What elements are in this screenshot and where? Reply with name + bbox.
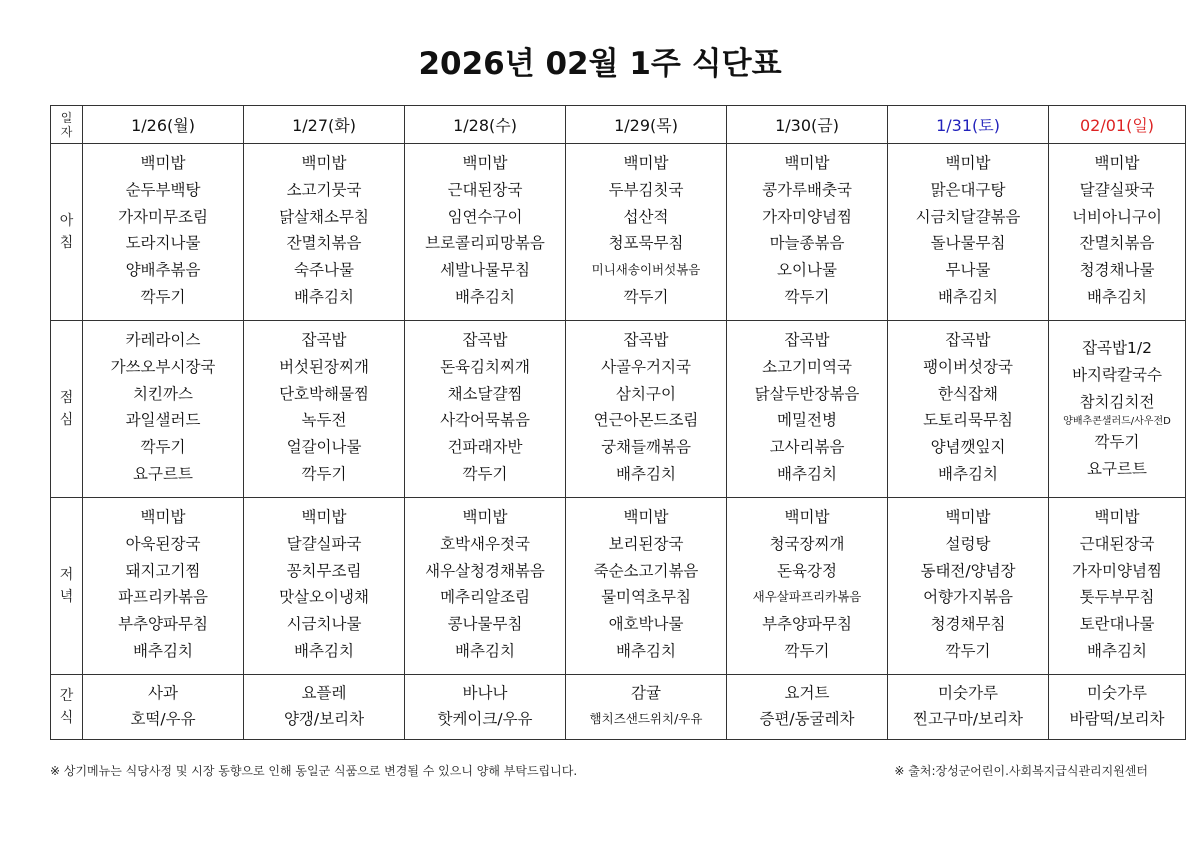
menu-item: 깍두기 xyxy=(784,287,830,306)
menu-item: 배추김치 xyxy=(294,641,354,660)
menu-item: 근대된장국 xyxy=(447,180,523,199)
menu-item: 시금치나물 xyxy=(286,615,362,634)
menu-item: 양념깻잎지 xyxy=(930,438,1006,457)
menu-item: 건파래자반 xyxy=(447,438,523,457)
menu-item: 청경채무침 xyxy=(930,615,1006,634)
breakfast-cell-mon xyxy=(83,144,244,321)
menu-item: 배추김치 xyxy=(1087,641,1147,660)
menu-item: 양배추볶음 xyxy=(125,261,201,280)
menu-item: 부추양파무침 xyxy=(118,615,208,634)
menu-item: 가자미무조림 xyxy=(118,207,208,226)
day-header-sun: 02/01(일) xyxy=(1049,106,1186,144)
menu-item: 배추김치 xyxy=(938,464,998,483)
menu-item: 무나물 xyxy=(945,261,991,280)
menu-item: 토란대나물 xyxy=(1079,615,1155,634)
lunch-cell-tue xyxy=(244,321,405,498)
menu-item: 소고기뭇국 xyxy=(286,180,362,199)
menu-item: 브로콜리피망볶음 xyxy=(425,234,545,253)
breakfast-cell-tue xyxy=(244,144,405,321)
lunch-cell-wed xyxy=(405,321,566,498)
menu-item: 백미밥 xyxy=(623,508,669,526)
dinner-cell-mon xyxy=(83,498,244,675)
menu-item: 배추김치 xyxy=(455,287,515,306)
menu-item: 돈육김치찌개 xyxy=(440,357,530,376)
snack-cell-wed xyxy=(405,675,566,740)
menu-item: 고사리볶음 xyxy=(769,438,845,457)
menu-item: 아욱된장국 xyxy=(125,534,201,553)
menu-item: 궁채들깨볶음 xyxy=(601,438,691,457)
menu-item: 닭살두반장볶음 xyxy=(754,384,860,403)
breakfast-cell-sun xyxy=(1049,144,1186,321)
menu-item: 마늘종볶음 xyxy=(769,234,845,253)
dinner-label: 저 녁 xyxy=(51,498,83,675)
menu-item: 세발나물무침 xyxy=(440,261,530,280)
menu-item: 부추양파무침 xyxy=(762,615,852,634)
menu-item: 닭살채소무침 xyxy=(279,207,369,226)
menu-item: 청경채나물 xyxy=(1079,261,1155,280)
menu-item: 백미밥 xyxy=(1094,508,1140,526)
menu-item: 사과 xyxy=(148,684,178,702)
menu-item: 너비아니구이 xyxy=(1072,207,1162,226)
menu-item: 임연수구이 xyxy=(447,207,523,226)
menu-item: 소고기미역국 xyxy=(762,357,852,376)
snack-label: 간 식 xyxy=(51,675,83,740)
lunch-cell-sat xyxy=(888,321,1049,498)
menu-item: 잡곡밥 xyxy=(462,331,508,349)
menu-item: 미숫가루 xyxy=(1087,684,1147,702)
breakfast-cell-thu xyxy=(566,144,727,321)
lunch-cell-fri xyxy=(727,321,888,498)
menu-item: 백미밥 xyxy=(945,154,991,172)
menu-item: 바나나 xyxy=(462,684,508,702)
menu-item: 요거트 xyxy=(784,684,830,702)
menu-item: 백미밥 xyxy=(140,154,186,172)
menu-item: 찐고구마/보리차 xyxy=(912,710,1024,728)
lunch-cell-mon xyxy=(83,321,244,498)
menu-item: 잡곡밥 xyxy=(784,331,830,349)
menu-item: 백미밥 xyxy=(623,154,669,172)
menu-item: 핫케이크/우유 xyxy=(437,710,533,728)
menu-item: 요플레 xyxy=(301,684,347,702)
lunch-row xyxy=(51,321,1186,498)
day-header-thu: 1/29(목) xyxy=(566,106,727,144)
menu-item: 배추김치 xyxy=(455,641,515,660)
menu-item: 가자미양념찜 xyxy=(762,207,852,226)
snack-cell-sat xyxy=(888,675,1049,740)
menu-item: 톳두부무침 xyxy=(1079,588,1155,607)
menu-item: 잡곡밥1/2 xyxy=(1082,339,1152,357)
footnote-notice: ※ 상기메뉴는 식당사정 및 시장 동향으로 인해 동일군 식품으로 변경될 수 있으니 양해 부탁드립니다. xyxy=(50,764,578,778)
breakfast-label: 아 침 xyxy=(51,144,83,321)
menu-item: 순두부백탕 xyxy=(125,180,201,199)
menu-item: 물미역초무침 xyxy=(601,588,691,607)
menu-item: 꽁치무조림 xyxy=(286,561,362,580)
menu-item: 참치김치전 xyxy=(1079,392,1155,411)
menu-item: 바지락칼국수 xyxy=(1072,365,1162,384)
menu-item: 백미밥 xyxy=(462,508,508,526)
menu-item: 동태전/양념장 xyxy=(920,561,1016,580)
menu-item: 섭산적 xyxy=(623,207,669,226)
menu-item: 콩가루배춧국 xyxy=(762,180,852,199)
menu-item: 백미밥 xyxy=(1094,154,1140,172)
lunch-cell-sun xyxy=(1049,321,1186,498)
menu-item: 달걀실파국 xyxy=(286,534,362,553)
dinner-row xyxy=(51,498,1186,675)
menu-item: 배추김치 xyxy=(1087,287,1147,306)
menu-item: 깍두기 xyxy=(301,464,347,483)
menu-item: 돼지고기찜 xyxy=(125,561,201,580)
menu-item: 가쓰오부시장국 xyxy=(110,357,216,376)
menu-item: 호떡/우유 xyxy=(130,710,196,728)
dinner-cell-sat xyxy=(888,498,1049,675)
menu-item: 백미밥 xyxy=(301,154,347,172)
menu-item: 청포묵무침 xyxy=(608,234,684,253)
menu-item: 배추김치 xyxy=(616,641,676,660)
menu-item: 파프리카볶음 xyxy=(118,588,208,607)
dinner-cell-wed xyxy=(405,498,566,675)
menu-item: 햄치즈샌드위치/우유 xyxy=(589,711,703,726)
menu-item: 깍두기 xyxy=(140,438,186,457)
menu-item: 백미밥 xyxy=(784,154,830,172)
menu-item: 미니새송이버섯볶음 xyxy=(591,262,701,278)
dinner-cell-sun xyxy=(1049,498,1186,675)
breakfast-cell-wed xyxy=(405,144,566,321)
snack-cell-fri xyxy=(727,675,888,740)
menu-item: 깍두기 xyxy=(462,464,508,483)
snack-row xyxy=(51,675,1186,740)
menu-item: 깍두기 xyxy=(1094,433,1140,452)
menu-item: 잡곡밥 xyxy=(623,331,669,349)
menu-item: 청국장찌개 xyxy=(769,534,845,553)
menu-item: 돌나물무침 xyxy=(930,234,1006,253)
menu-item: 깍두기 xyxy=(623,287,669,306)
menu-item: 보리된장국 xyxy=(608,534,684,553)
menu-item: 미숫가루 xyxy=(938,684,998,702)
menu-item: 잡곡밥 xyxy=(945,331,991,349)
menu-item: 카레라이스 xyxy=(125,331,201,349)
menu-item: 사각어묵볶음 xyxy=(440,411,530,430)
menu-item: 어향가지볶음 xyxy=(923,588,1013,607)
menu-item: 백미밥 xyxy=(784,508,830,526)
menu-item: 새우살청경채볶음 xyxy=(425,561,545,580)
dinner-cell-thu xyxy=(566,498,727,675)
menu-item: 단호박해물찜 xyxy=(279,384,369,403)
meal-plan-table xyxy=(50,105,1186,740)
menu-item: 시금치달걀볶음 xyxy=(915,207,1021,226)
menu-item: 사골우거지국 xyxy=(601,357,691,376)
menu-item: 백미밥 xyxy=(140,508,186,526)
menu-item: 삼치구이 xyxy=(616,384,676,403)
menu-item: 달걀실팟국 xyxy=(1079,180,1155,199)
menu-item: 두부김칫국 xyxy=(608,180,684,199)
menu-item: 배추김치 xyxy=(294,287,354,306)
day-header-fri: 1/30(금) xyxy=(727,106,888,144)
menu-item: 한식잡채 xyxy=(938,384,998,403)
menu-item: 오이나물 xyxy=(777,261,837,280)
lunch-cell-thu xyxy=(566,321,727,498)
breakfast-cell-fri xyxy=(727,144,888,321)
menu-item: 바람떡/보리차 xyxy=(1069,710,1165,728)
dinner-cell-fri xyxy=(727,498,888,675)
menu-item: 요구르트 xyxy=(1087,460,1147,479)
menu-item: 치킨까스 xyxy=(133,384,193,403)
menu-item: 죽순소고기볶음 xyxy=(593,561,699,580)
menu-item: 호박새우젓국 xyxy=(440,534,530,553)
menu-item: 맑은대구탕 xyxy=(930,180,1006,199)
menu-item: 과일샐러드 xyxy=(125,411,201,430)
menu-item: 팽이버섯장국 xyxy=(923,357,1013,376)
menu-item: 콩나물무침 xyxy=(447,615,523,634)
date-row-label xyxy=(51,106,83,144)
menu-item: 근대된장국 xyxy=(1079,534,1155,553)
menu-item: 백미밥 xyxy=(301,508,347,526)
menu-item: 얼갈이나물 xyxy=(286,438,362,457)
menu-item: 양갱/보리차 xyxy=(283,710,365,728)
menu-item: 새우살파프리카볶음 xyxy=(752,589,862,605)
menu-item: 연근아몬드조림 xyxy=(593,411,699,430)
menu-item: 배추김치 xyxy=(616,464,676,483)
menu-item: 깍두기 xyxy=(945,641,991,660)
menu-item: 잔멸치볶음 xyxy=(286,234,362,253)
menu-item: 맛살오이냉채 xyxy=(279,588,369,607)
breakfast-row xyxy=(51,144,1186,321)
snack-cell-sun xyxy=(1049,675,1186,740)
menu-item: 깍두기 xyxy=(784,641,830,660)
menu-item: 감귤 xyxy=(631,684,661,702)
snack-cell-thu xyxy=(566,675,727,740)
menu-item: 메밀전병 xyxy=(777,411,837,430)
menu-item: 가자미양념찜 xyxy=(1072,561,1162,580)
lunch-label: 점 심 xyxy=(51,321,83,498)
menu-item: 양배추콘샐러드/사우전D xyxy=(1063,416,1171,428)
menu-item: 도라지나물 xyxy=(125,234,201,253)
menu-item: 숙주나물 xyxy=(294,261,354,280)
menu-item: 배추김치 xyxy=(133,641,193,660)
date-row-label-text: 일 자 xyxy=(60,110,73,139)
menu-item: 채소달걀찜 xyxy=(447,384,523,403)
day-header-wed: 1/28(수) xyxy=(405,106,566,144)
day-header-mon: 1/26(월) xyxy=(83,106,244,144)
menu-item: 돈육강정 xyxy=(777,561,837,580)
page-title: 2026년 02월 1주 식단표 xyxy=(418,46,782,82)
menu-item: 잔멸치볶음 xyxy=(1079,234,1155,253)
menu-item: 증편/동굴레차 xyxy=(759,710,855,728)
menu-item: 배추김치 xyxy=(938,287,998,306)
menu-item: 잡곡밥 xyxy=(301,331,347,349)
day-header-tue: 1/27(화) xyxy=(244,106,405,144)
menu-item: 백미밥 xyxy=(462,154,508,172)
snack-cell-mon xyxy=(83,675,244,740)
header-row xyxy=(51,106,1186,144)
menu-item: 요구르트 xyxy=(133,464,193,483)
menu-item: 애호박나물 xyxy=(608,615,684,634)
menu-item: 설렁탕 xyxy=(945,534,991,553)
footnote-source: ※ 출처:장성군어린이.사회복지급식관리지원센터 xyxy=(894,764,1148,778)
day-header-sat: 1/31(토) xyxy=(888,106,1049,144)
menu-item: 백미밥 xyxy=(945,508,991,526)
menu-item: 깍두기 xyxy=(140,287,186,306)
dinner-cell-tue xyxy=(244,498,405,675)
menu-item: 도토리묵무침 xyxy=(923,411,1013,430)
menu-item: 메추리알조림 xyxy=(440,588,530,607)
snack-cell-tue xyxy=(244,675,405,740)
menu-item: 녹두전 xyxy=(301,411,347,430)
menu-item: 버섯된장찌개 xyxy=(279,357,369,376)
breakfast-cell-sat xyxy=(888,144,1049,321)
menu-item: 배추김치 xyxy=(777,464,837,483)
